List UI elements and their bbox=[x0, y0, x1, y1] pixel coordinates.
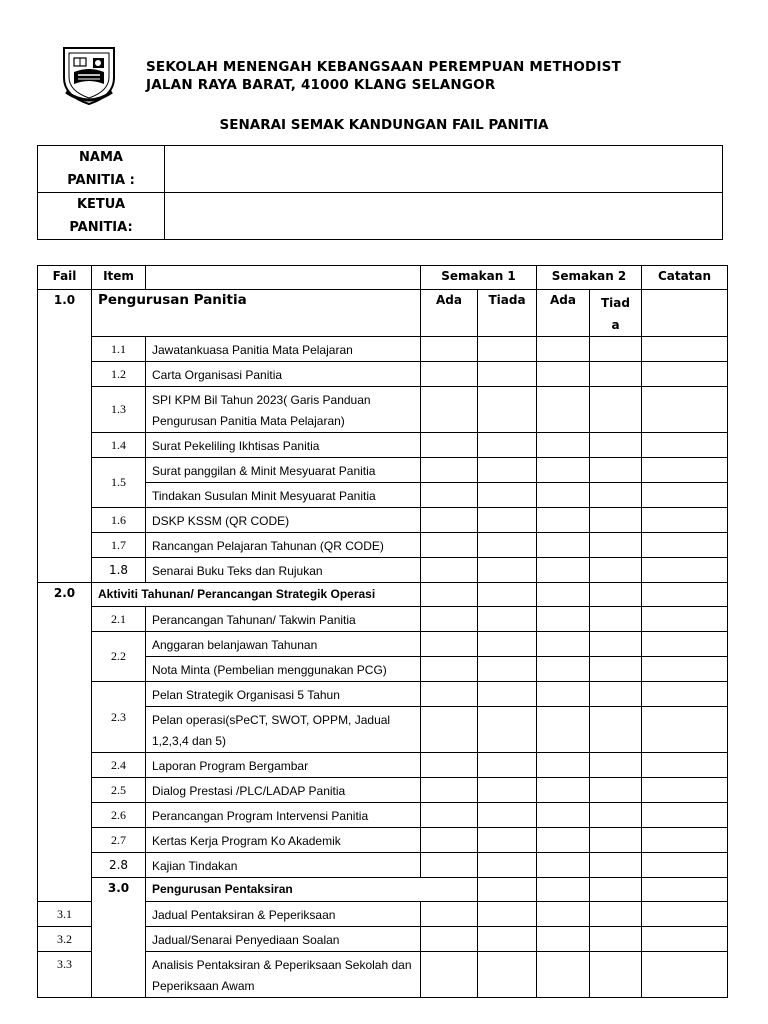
panitia-info-table bbox=[37, 145, 723, 240]
check-cell[interactable] bbox=[421, 337, 478, 362]
check-cell[interactable] bbox=[478, 902, 537, 927]
check-cell[interactable] bbox=[537, 927, 590, 952]
check-cell[interactable] bbox=[537, 632, 590, 657]
check-cell[interactable] bbox=[421, 803, 478, 828]
item-number: 2.7 bbox=[92, 828, 146, 853]
ketua-panitia-label bbox=[38, 193, 165, 240]
check-cell[interactable] bbox=[590, 778, 642, 803]
item-number: 1.7 bbox=[92, 533, 146, 558]
table-row bbox=[38, 803, 728, 828]
item-number: 1.1 bbox=[92, 337, 146, 362]
check-cell[interactable] bbox=[478, 803, 537, 828]
catatan-cell[interactable] bbox=[642, 853, 728, 878]
check-cell[interactable] bbox=[590, 902, 642, 927]
check-cell[interactable] bbox=[590, 583, 642, 607]
check-cell[interactable] bbox=[537, 803, 590, 828]
item-text: DSKP KSSM (QR CODE) bbox=[146, 508, 421, 533]
check-cell[interactable] bbox=[590, 632, 642, 657]
check-cell[interactable] bbox=[590, 433, 642, 458]
item-text: Kajian Tindakan bbox=[146, 853, 421, 878]
check-cell[interactable] bbox=[590, 533, 642, 558]
check-cell[interactable] bbox=[590, 828, 642, 853]
item-number: 2.1 bbox=[92, 607, 146, 632]
check-cell[interactable] bbox=[537, 878, 590, 902]
item-text: Jadual Pentaksiran & Peperiksaan bbox=[146, 902, 421, 927]
item-text: Senarai Buku Teks dan Rujukan bbox=[146, 558, 421, 583]
check-cell[interactable] bbox=[478, 778, 537, 803]
item-number: 3.3 bbox=[38, 952, 92, 998]
ketua-panitia-field[interactable] bbox=[165, 193, 723, 240]
check-cell[interactable] bbox=[478, 337, 537, 362]
check-cell[interactable] bbox=[590, 753, 642, 778]
check-cell[interactable] bbox=[537, 533, 590, 558]
item-number: 1.4 bbox=[92, 433, 146, 458]
document-title: SENARAI SEMAK KANDUNGAN FAIL PANITIA bbox=[219, 117, 549, 133]
catatan-cell[interactable] bbox=[642, 387, 728, 433]
section-row bbox=[38, 583, 728, 607]
check-cell[interactable] bbox=[537, 458, 590, 483]
table-row bbox=[38, 682, 728, 707]
item-text: Tindakan Susulan Minit Mesyuarat Panitia bbox=[146, 483, 421, 508]
check-cell[interactable] bbox=[590, 458, 642, 483]
catatan-cell[interactable] bbox=[642, 362, 728, 387]
check-cell[interactable] bbox=[421, 632, 478, 657]
col-semakan2-header: Semakan 2 bbox=[537, 266, 642, 290]
check-cell[interactable] bbox=[478, 853, 537, 878]
school-header bbox=[146, 58, 621, 94]
check-cell[interactable] bbox=[537, 387, 590, 433]
ada-subheader: Ada bbox=[537, 290, 590, 337]
check-cell[interactable] bbox=[421, 902, 478, 927]
check-cell[interactable] bbox=[478, 583, 537, 607]
check-cell[interactable] bbox=[421, 753, 478, 778]
item-number: 2.5 bbox=[92, 778, 146, 803]
check-cell[interactable] bbox=[590, 387, 642, 433]
check-cell[interactable] bbox=[421, 853, 478, 878]
check-cell[interactable] bbox=[478, 362, 537, 387]
check-cell[interactable] bbox=[478, 483, 537, 508]
catatan-cell[interactable] bbox=[642, 753, 728, 778]
check-cell[interactable] bbox=[590, 483, 642, 508]
check-cell[interactable] bbox=[421, 927, 478, 952]
check-cell[interactable] bbox=[478, 632, 537, 657]
item-text: Carta Organisasi Panitia bbox=[146, 362, 421, 387]
tiada-subheader bbox=[590, 290, 642, 337]
tiada-subheader: Tiada bbox=[478, 290, 537, 337]
item-number: 2.2 bbox=[92, 632, 146, 682]
col-semakan1-header: Semakan 1 bbox=[421, 266, 537, 290]
table-row bbox=[38, 828, 728, 853]
check-cell[interactable] bbox=[590, 337, 642, 362]
table-row bbox=[38, 558, 728, 583]
check-cell[interactable] bbox=[421, 828, 478, 853]
check-cell[interactable] bbox=[478, 387, 537, 433]
item-text: Surat Pekeliling Ikhtisas Panitia bbox=[146, 433, 421, 458]
table-row bbox=[38, 632, 728, 657]
catatan-cell[interactable] bbox=[642, 828, 728, 853]
item-number: 3.2 bbox=[38, 927, 92, 952]
check-cell[interactable] bbox=[537, 483, 590, 508]
check-cell[interactable] bbox=[537, 433, 590, 458]
item-text: SPI KPM Bil Tahun 2023( Garis Panduan Pengurusan Panitia Mata Pelajaran) bbox=[146, 387, 421, 433]
item-number: 2.6 bbox=[92, 803, 146, 828]
catatan-cell[interactable] bbox=[642, 290, 728, 337]
check-cell[interactable] bbox=[537, 707, 590, 753]
catatan-cell[interactable] bbox=[642, 927, 728, 952]
check-cell[interactable] bbox=[421, 483, 478, 508]
nama-panitia-field[interactable] bbox=[165, 146, 723, 193]
table-row bbox=[38, 387, 728, 433]
check-cell[interactable] bbox=[590, 927, 642, 952]
check-cell[interactable] bbox=[478, 508, 537, 533]
check-cell[interactable] bbox=[537, 337, 590, 362]
check-cell[interactable] bbox=[478, 707, 537, 753]
check-cell[interactable] bbox=[537, 682, 590, 707]
check-cell[interactable] bbox=[421, 362, 478, 387]
school-address: JALAN RAYA BARAT, 41000 KLANG SELANGOR bbox=[146, 77, 496, 93]
ada-subheader: Ada bbox=[421, 290, 478, 337]
col-item-header: Item bbox=[92, 266, 146, 290]
check-cell[interactable] bbox=[590, 707, 642, 753]
check-cell[interactable] bbox=[537, 607, 590, 632]
check-cell[interactable] bbox=[642, 878, 728, 902]
table-row bbox=[38, 853, 728, 878]
item-number: 2.4 bbox=[92, 753, 146, 778]
table-row bbox=[38, 508, 728, 533]
check-cell[interactable] bbox=[537, 753, 590, 778]
item-number: 3.1 bbox=[38, 902, 92, 927]
check-cell[interactable] bbox=[421, 433, 478, 458]
section-number: 2.0 bbox=[38, 583, 92, 902]
check-cell[interactable] bbox=[478, 607, 537, 632]
item-text: Kertas Kerja Program Ko Akademik bbox=[146, 828, 421, 853]
item-text: Surat panggilan & Minit Mesyuarat Panitia bbox=[146, 458, 421, 483]
catatan-cell[interactable] bbox=[642, 657, 728, 682]
check-cell[interactable] bbox=[537, 362, 590, 387]
catatan-cell[interactable] bbox=[642, 508, 728, 533]
catatan-cell[interactable] bbox=[642, 337, 728, 362]
section-title: Pengurusan Pentaksiran bbox=[146, 878, 478, 902]
catatan-cell[interactable] bbox=[642, 632, 728, 657]
check-cell[interactable] bbox=[478, 433, 537, 458]
catatan-cell[interactable] bbox=[642, 952, 728, 998]
section-row bbox=[38, 878, 728, 902]
checklist-table bbox=[37, 265, 728, 998]
check-cell[interactable] bbox=[590, 607, 642, 632]
item-text: Jadual/Senarai Penyediaan Soalan bbox=[146, 927, 421, 952]
catatan-cell[interactable] bbox=[642, 583, 728, 607]
check-cell[interactable] bbox=[537, 952, 590, 998]
table-row bbox=[38, 337, 728, 362]
item-text: Perancangan Program Intervensi Panitia bbox=[146, 803, 421, 828]
check-cell[interactable] bbox=[590, 878, 642, 902]
check-cell[interactable] bbox=[590, 657, 642, 682]
check-cell[interactable] bbox=[421, 583, 478, 607]
check-cell[interactable] bbox=[590, 362, 642, 387]
check-cell[interactable] bbox=[421, 533, 478, 558]
check-cell[interactable] bbox=[421, 657, 478, 682]
check-cell[interactable] bbox=[478, 828, 537, 853]
ketua-label-line2: PANITIA: bbox=[69, 220, 133, 235]
section-title: Aktiviti Tahunan/ Perancangan Strategik Operasi bbox=[92, 583, 421, 607]
check-cell[interactable] bbox=[421, 778, 478, 803]
section-number: 3.0 bbox=[92, 878, 146, 998]
table-row bbox=[38, 533, 728, 558]
ketua-label-line1: KETUA bbox=[76, 197, 126, 212]
table-row bbox=[38, 362, 728, 387]
check-cell[interactable] bbox=[421, 558, 478, 583]
catatan-cell[interactable] bbox=[642, 803, 728, 828]
check-cell[interactable] bbox=[537, 853, 590, 878]
check-cell[interactable] bbox=[478, 558, 537, 583]
item-text: Rancangan Pelajaran Tahunan (QR CODE) bbox=[146, 533, 421, 558]
item-text: Perancangan Tahunan/ Takwin Panitia bbox=[146, 607, 421, 632]
school-crest-logo bbox=[60, 44, 118, 106]
check-cell[interactable] bbox=[537, 778, 590, 803]
check-cell[interactable] bbox=[590, 558, 642, 583]
check-cell[interactable] bbox=[590, 853, 642, 878]
table-row bbox=[38, 607, 728, 632]
item-number: 2.8 bbox=[92, 853, 146, 878]
nama-label-line2: PANITIA : bbox=[67, 173, 135, 188]
catatan-cell[interactable] bbox=[642, 778, 728, 803]
check-cell[interactable] bbox=[478, 952, 537, 998]
col-fail-header: Fail bbox=[38, 266, 92, 290]
check-cell[interactable] bbox=[421, 387, 478, 433]
catatan-cell[interactable] bbox=[642, 483, 728, 508]
check-cell[interactable] bbox=[421, 508, 478, 533]
check-cell[interactable] bbox=[537, 828, 590, 853]
table-row bbox=[38, 458, 728, 483]
item-number: 1.5 bbox=[92, 458, 146, 508]
table-row bbox=[38, 433, 728, 458]
item-number: 1.8 bbox=[92, 558, 146, 583]
item-text: Pelan operasi(sPeCT, SWOT, OPPM, Jadual 1,2,3,4 dan 5) bbox=[146, 707, 421, 753]
nama-panitia-label bbox=[38, 146, 165, 193]
section-number: 1.0 bbox=[38, 290, 92, 583]
check-cell[interactable] bbox=[590, 682, 642, 707]
catatan-cell[interactable] bbox=[642, 458, 728, 483]
item-number: 1.2 bbox=[92, 362, 146, 387]
catatan-cell[interactable] bbox=[642, 558, 728, 583]
catatan-cell[interactable] bbox=[642, 607, 728, 632]
catatan-cell[interactable] bbox=[642, 707, 728, 753]
item-text: Dialog Prestasi /PLC/LADAP Panitia bbox=[146, 778, 421, 803]
check-cell[interactable] bbox=[478, 753, 537, 778]
check-cell[interactable] bbox=[421, 682, 478, 707]
tiada-part2: a bbox=[611, 318, 620, 332]
catatan-cell[interactable] bbox=[642, 533, 728, 558]
item-text: Nota Minta (Pembelian menggunakan PCG) bbox=[146, 657, 421, 682]
catatan-cell[interactable] bbox=[642, 902, 728, 927]
item-number: 1.6 bbox=[92, 508, 146, 533]
item-text: Pelan Strategik Organisasi 5 Tahun bbox=[146, 682, 421, 707]
check-cell[interactable] bbox=[478, 682, 537, 707]
check-cell[interactable] bbox=[590, 952, 642, 998]
catatan-cell[interactable] bbox=[642, 433, 728, 458]
check-cell[interactable] bbox=[537, 558, 590, 583]
check-cell[interactable] bbox=[537, 902, 590, 927]
check-cell[interactable] bbox=[421, 607, 478, 632]
check-cell[interactable] bbox=[478, 657, 537, 682]
check-cell[interactable] bbox=[478, 927, 537, 952]
item-number: 1.3 bbox=[92, 387, 146, 433]
section-title: Pengurusan Panitia bbox=[92, 290, 421, 337]
item-number: 2.3 bbox=[92, 682, 146, 753]
catatan-cell[interactable] bbox=[642, 682, 728, 707]
school-name: SEKOLAH MENENGAH KEBANGSAAN PEREMPUAN METHODIST bbox=[146, 59, 621, 75]
item-text: Anggaran belanjawan Tahunan bbox=[146, 632, 421, 657]
check-cell[interactable] bbox=[478, 878, 537, 902]
table-row bbox=[38, 778, 728, 803]
tiada-part1: Tiad bbox=[601, 296, 630, 310]
table-header-row bbox=[38, 266, 728, 290]
item-text: Jawatankuasa Panitia Mata Pelajaran bbox=[146, 337, 421, 362]
check-cell[interactable] bbox=[590, 508, 642, 533]
nama-label-line1: NAMA bbox=[79, 150, 123, 165]
check-cell[interactable] bbox=[421, 707, 478, 753]
col-blank-header bbox=[146, 266, 421, 290]
item-text: Analisis Pentaksiran & Peperiksaan Sekolah dan Peperiksaan Awam bbox=[146, 952, 421, 998]
item-text: Laporan Program Bergambar bbox=[146, 753, 421, 778]
check-cell[interactable] bbox=[590, 803, 642, 828]
check-cell[interactable] bbox=[537, 508, 590, 533]
section-row bbox=[38, 290, 728, 337]
check-cell[interactable] bbox=[421, 952, 478, 998]
check-cell[interactable] bbox=[537, 583, 590, 607]
check-cell[interactable] bbox=[478, 458, 537, 483]
col-catatan-header: Catatan bbox=[642, 266, 728, 290]
check-cell[interactable] bbox=[537, 657, 590, 682]
check-cell[interactable] bbox=[421, 458, 478, 483]
table-row bbox=[38, 753, 728, 778]
check-cell[interactable] bbox=[478, 533, 537, 558]
